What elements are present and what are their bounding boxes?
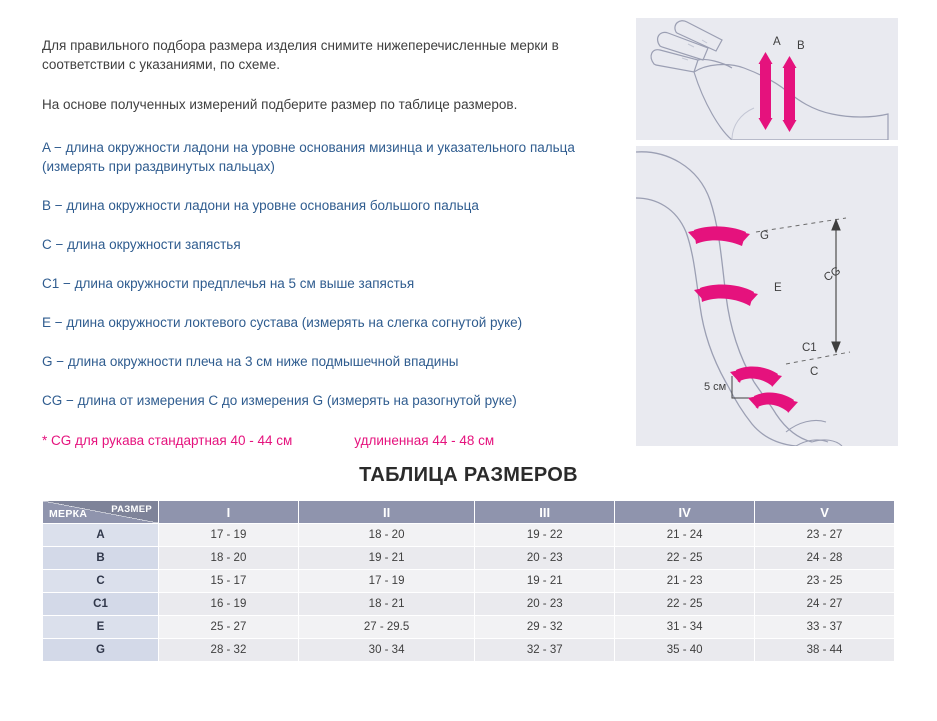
cell-c1-3: 20 - 23 [475, 593, 615, 616]
row-label-c: C [43, 570, 159, 593]
arm-diagram-svg [636, 146, 898, 446]
cell-e-3: 29 - 32 [475, 616, 615, 639]
cell-b-4: 22 - 25 [615, 547, 755, 570]
row-label-g: G [43, 639, 159, 662]
hand-measurement-illustration [636, 18, 898, 140]
measurement-item-e: E − длина окружности локтевого сустава (измерять на слегка согнутой руке) [42, 315, 523, 330]
cell-g-3: 32 - 37 [475, 639, 615, 662]
table-row [43, 639, 895, 662]
cell-e-1: 25 - 27 [159, 616, 299, 639]
cell-c1-5: 24 - 27 [755, 593, 895, 616]
cell-a-4: 21 - 24 [615, 524, 755, 547]
sleeve-note-standard: * CG для рукава стандартная 40 - 44 см [42, 433, 293, 448]
cell-c1-1: 16 - 19 [159, 593, 299, 616]
cell-c-3: 19 - 21 [475, 570, 615, 593]
sleeve-length-note [42, 433, 494, 448]
arm-label-cg: CG [822, 264, 843, 285]
cell-a-2: 18 - 20 [298, 524, 474, 547]
arm-label-e: E [774, 282, 782, 294]
size-table-body [43, 524, 895, 662]
size-column-header-4: IV [615, 501, 755, 524]
table-row [43, 547, 895, 570]
size-column-header-2: II [298, 501, 474, 524]
table-row [43, 616, 895, 639]
intro-paragraph-1: Для правильного подбора размера изделия снимите нижеперечисленные мерки в соответствии с указаниями, по схеме. [42, 38, 559, 72]
cell-c1-2: 18 - 21 [298, 593, 474, 616]
cell-e-5: 33 - 37 [755, 616, 895, 639]
hand-diagram-svg [636, 18, 898, 140]
measurement-item-b: B − длина окружности ладони на уровне основания большого пальца [42, 198, 479, 213]
cell-e-4: 31 - 34 [615, 616, 755, 639]
cell-a-1: 17 - 19 [159, 524, 299, 547]
cell-c-1: 15 - 17 [159, 570, 299, 593]
corner-label-measure: МЕРКА [49, 508, 88, 520]
measurement-item-c: C − длина окружности запястья [42, 237, 241, 252]
cell-c-2: 17 - 19 [298, 570, 474, 593]
measurement-item-cg: CG − длина от измерения C до измерения G (измерять на разогнутой руке) [42, 393, 517, 408]
arm-label-c1: C1 [802, 342, 817, 354]
arm-label-c: C [810, 366, 819, 378]
size-column-header-1: I [159, 501, 299, 524]
arm-label-g: G [760, 230, 769, 242]
cell-g-4: 35 - 40 [615, 639, 755, 662]
cell-b-5: 24 - 28 [755, 547, 895, 570]
table-row [43, 570, 895, 593]
size-table-corner-cell [43, 501, 159, 524]
size-column-header-3: III [475, 501, 615, 524]
table-row [43, 593, 895, 616]
cell-g-5: 38 - 44 [755, 639, 895, 662]
cell-g-1: 28 - 32 [159, 639, 299, 662]
measurement-item-g: G − длина окружности плеча на 3 см ниже подмышечной впадины [42, 354, 459, 369]
cell-b-2: 19 - 21 [298, 547, 474, 570]
cell-c-4: 21 - 23 [615, 570, 755, 593]
row-label-a: A [43, 524, 159, 547]
cell-b-1: 18 - 20 [159, 547, 299, 570]
cell-b-3: 20 - 23 [475, 547, 615, 570]
size-table-head [43, 501, 895, 524]
measurement-definitions-list [42, 138, 632, 410]
size-table-header-row [43, 501, 895, 524]
corner-label-size: РАЗМЕР [111, 504, 152, 515]
row-label-c1: C1 [43, 593, 159, 616]
cell-c-5: 23 - 25 [755, 570, 895, 593]
size-table [42, 500, 895, 662]
intro-paragraph-2: На основе полученных измерений подберите размер по таблице размеров. [42, 97, 518, 112]
measurement-item-c1: C1 − длина окружности предплечья на 5 см выше запястья [42, 276, 415, 291]
page-title: ТАБЛИЦА РАЗМЕРОВ [359, 464, 578, 486]
cell-a-5: 23 - 27 [755, 524, 895, 547]
hand-label-a: A [773, 36, 781, 48]
table-row [43, 524, 895, 547]
cell-g-2: 30 - 34 [298, 639, 474, 662]
row-label-b: B [43, 547, 159, 570]
cell-a-3: 19 - 22 [475, 524, 615, 547]
cell-c1-4: 22 - 25 [615, 593, 755, 616]
sleeve-note-extended: удлиненная 44 - 48 см [354, 433, 495, 448]
arm-dimension-5cm: 5 см [704, 381, 727, 393]
hand-label-b: B [797, 40, 805, 52]
row-label-e: E [43, 616, 159, 639]
cell-e-2: 27 - 29.5 [298, 616, 474, 639]
size-column-header-5: V [755, 501, 895, 524]
measurement-item-a: A − длина окружности ладони на уровне основания мизинца и указательного пальца (измерять при раздвинутых пальцах) [42, 140, 575, 174]
instructions-column [42, 36, 632, 410]
arm-measurement-illustration [636, 146, 898, 446]
